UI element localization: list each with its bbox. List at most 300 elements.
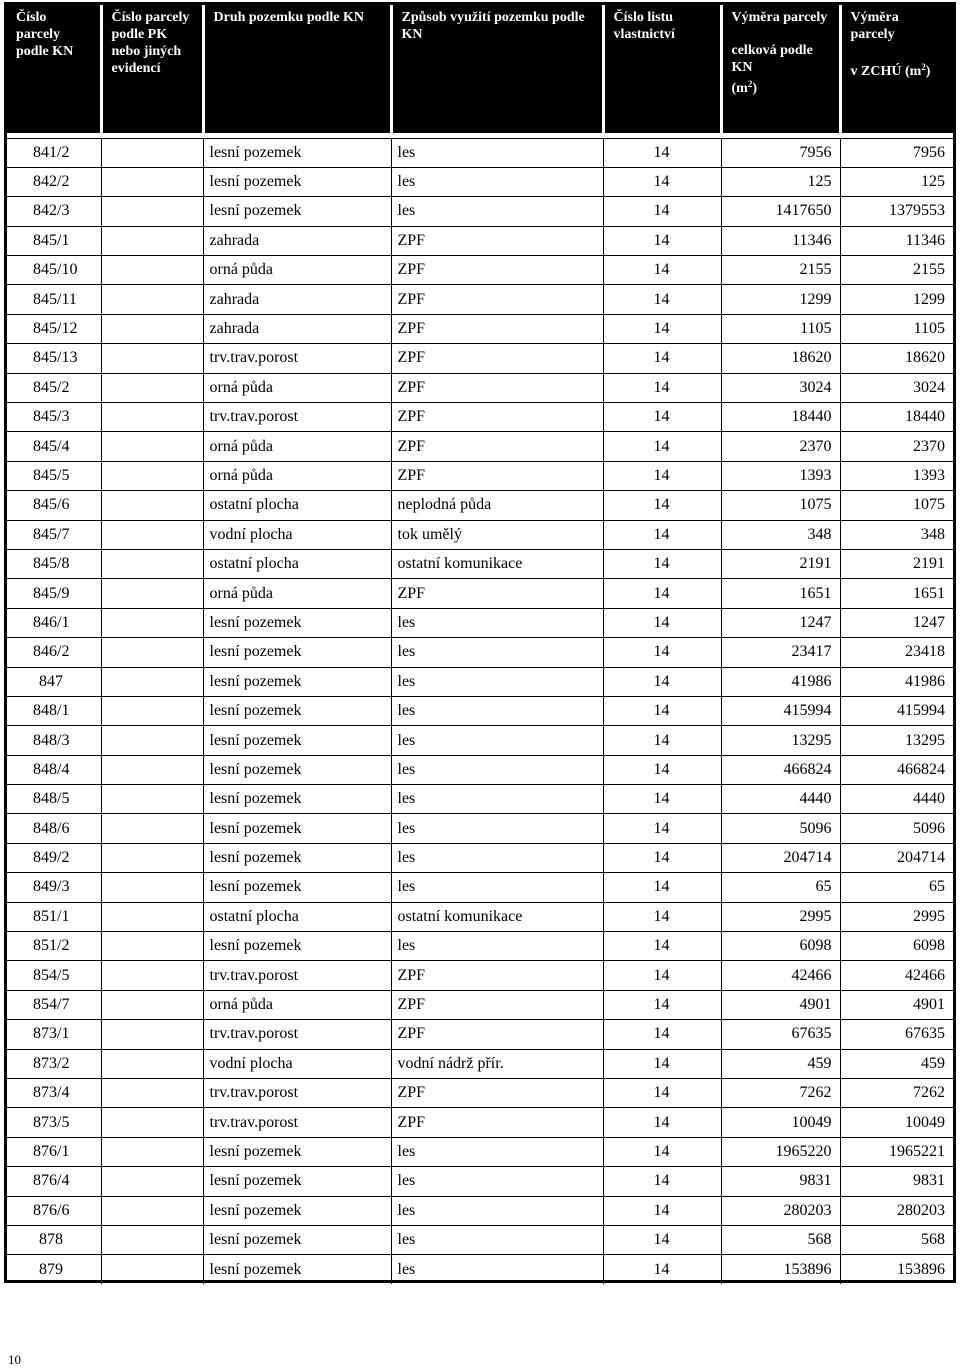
table-row <box>7 344 953 373</box>
cell-parcel-kn: 876/6 <box>7 1196 101 1225</box>
cell-zchu-area: 4440 <box>840 785 953 814</box>
table-row <box>7 1108 953 1137</box>
table-row <box>7 314 953 343</box>
cell-land-use: ZPF <box>391 256 603 285</box>
cell-ownership-sheet: 14 <box>603 961 721 990</box>
cell-ownership-sheet: 14 <box>603 520 721 549</box>
cell-parcel-pk <box>101 138 203 167</box>
table-row <box>7 1167 953 1196</box>
cell-parcel-kn: 873/1 <box>7 1020 101 1049</box>
cell-land-type: orná půda <box>203 990 391 1019</box>
cell-land-use: ZPF <box>391 226 603 255</box>
cell-parcel-pk <box>101 608 203 637</box>
cell-zchu-area: 459 <box>840 1049 953 1078</box>
header-zchu-area <box>840 5 953 133</box>
cell-land-use: les <box>391 843 603 872</box>
cell-land-type: vodní plocha <box>203 1049 391 1078</box>
cell-land-use: les <box>391 197 603 226</box>
cell-land-type: ostatní plocha <box>203 902 391 931</box>
table-row <box>7 285 953 314</box>
cell-total-area: 11346 <box>721 226 840 255</box>
cell-land-use: tok umělý <box>391 520 603 549</box>
table-body <box>7 133 953 1284</box>
cell-land-type: trv.trav.porost <box>203 961 391 990</box>
table-row <box>7 608 953 637</box>
cell-land-type: lesní pozemek <box>203 932 391 961</box>
cell-zchu-area: 1379553 <box>840 197 953 226</box>
cell-land-use: vodní nádrž přír. <box>391 1049 603 1078</box>
header-zchu-area-sup: 2 <box>921 62 926 72</box>
cell-land-type: ostatní plocha <box>203 491 391 520</box>
cell-ownership-sheet: 14 <box>603 1049 721 1078</box>
header-zchu-area-close: ) <box>925 64 931 79</box>
cell-parcel-pk <box>101 314 203 343</box>
cell-total-area: 13295 <box>721 726 840 755</box>
cell-parcel-kn: 845/8 <box>7 549 101 578</box>
cell-land-type: lesní pozemek <box>203 785 391 814</box>
cell-zchu-area: 1965221 <box>840 1137 953 1166</box>
cell-total-area: 1651 <box>721 579 840 608</box>
cell-parcel-pk <box>101 1020 203 1049</box>
cell-parcel-pk <box>101 1049 203 1078</box>
cell-total-area: 7956 <box>721 138 840 167</box>
cell-parcel-kn: 873/5 <box>7 1108 101 1137</box>
cell-land-use: les <box>391 667 603 696</box>
cell-ownership-sheet: 14 <box>603 814 721 843</box>
cell-total-area: 1105 <box>721 314 840 343</box>
cell-land-type: trv.trav.porost <box>203 1079 391 1108</box>
cell-parcel-pk <box>101 491 203 520</box>
cell-parcel-kn: 845/2 <box>7 373 101 402</box>
cell-parcel-pk <box>101 1255 203 1284</box>
cell-parcel-pk <box>101 1079 203 1108</box>
cell-zchu-area: 41986 <box>840 667 953 696</box>
cell-parcel-pk <box>101 873 203 902</box>
cell-parcel-pk <box>101 990 203 1019</box>
cell-total-area: 2995 <box>721 902 840 931</box>
cell-land-type: lesní pozemek <box>203 814 391 843</box>
table-row <box>7 1049 953 1078</box>
cell-total-area: 1393 <box>721 461 840 490</box>
cell-land-type: trv.trav.porost <box>203 403 391 432</box>
cell-parcel-kn: 845/11 <box>7 285 101 314</box>
cell-parcel-pk <box>101 520 203 549</box>
cell-zchu-area: 67635 <box>840 1020 953 1049</box>
cell-total-area: 7262 <box>721 1079 840 1108</box>
cell-total-area: 23417 <box>721 638 840 667</box>
cell-zchu-area: 466824 <box>840 755 953 784</box>
cell-parcel-kn: 873/2 <box>7 1049 101 1078</box>
cell-parcel-kn: 854/5 <box>7 961 101 990</box>
cell-parcel-pk <box>101 667 203 696</box>
cell-parcel-pk <box>101 1167 203 1196</box>
cell-parcel-pk <box>101 579 203 608</box>
cell-land-type: lesní pozemek <box>203 638 391 667</box>
cell-total-area: 9831 <box>721 1167 840 1196</box>
cell-parcel-kn: 842/2 <box>7 167 101 196</box>
cell-parcel-pk <box>101 256 203 285</box>
cell-land-use: les <box>391 785 603 814</box>
cell-total-area: 204714 <box>721 843 840 872</box>
table-row <box>7 696 953 725</box>
cell-ownership-sheet: 14 <box>603 1225 721 1254</box>
cell-land-type: lesní pozemek <box>203 873 391 902</box>
cell-land-use: ZPF <box>391 344 603 373</box>
cell-total-area: 2191 <box>721 549 840 578</box>
header-ownership-sheet: Číslo listu vlastnictví <box>603 5 721 133</box>
cell-zchu-area: 568 <box>840 1225 953 1254</box>
cell-land-use: ZPF <box>391 579 603 608</box>
cell-land-type: orná půda <box>203 256 391 285</box>
cell-ownership-sheet: 14 <box>603 138 721 167</box>
header-total-area-title: Výměra parcely <box>731 10 828 25</box>
cell-parcel-pk <box>101 1137 203 1166</box>
table-row <box>7 403 953 432</box>
cell-total-area: 125 <box>721 167 840 196</box>
cell-zchu-area: 2155 <box>840 256 953 285</box>
cell-total-area: 1247 <box>721 608 840 637</box>
cell-parcel-pk <box>101 932 203 961</box>
cell-parcel-pk <box>101 197 203 226</box>
cell-total-area: 415994 <box>721 696 840 725</box>
cell-land-type: ostatní plocha <box>203 549 391 578</box>
cell-zchu-area: 1393 <box>840 461 953 490</box>
table-row <box>7 873 953 902</box>
cell-land-use: les <box>391 1225 603 1254</box>
cell-land-type: orná půda <box>203 373 391 402</box>
cell-parcel-kn: 846/2 <box>7 638 101 667</box>
cell-parcel-kn: 876/1 <box>7 1137 101 1166</box>
cell-land-type: lesní pozemek <box>203 696 391 725</box>
cell-land-use: les <box>391 638 603 667</box>
cell-parcel-pk <box>101 344 203 373</box>
table-row <box>7 167 953 196</box>
parcel-table <box>7 5 953 1284</box>
cell-land-use: les <box>391 167 603 196</box>
table-row <box>7 197 953 226</box>
table-row <box>7 1020 953 1049</box>
cell-land-use: ZPF <box>391 1020 603 1049</box>
cell-total-area: 10049 <box>721 1108 840 1137</box>
cell-land-type: lesní pozemek <box>203 667 391 696</box>
cell-zchu-area: 1299 <box>840 285 953 314</box>
cell-parcel-kn: 845/4 <box>7 432 101 461</box>
cell-total-area: 348 <box>721 520 840 549</box>
table-row <box>7 814 953 843</box>
cell-total-area: 4440 <box>721 785 840 814</box>
cell-land-type: trv.trav.porost <box>203 344 391 373</box>
cell-ownership-sheet: 14 <box>603 491 721 520</box>
cell-land-type: lesní pozemek <box>203 1225 391 1254</box>
cell-zchu-area: 7262 <box>840 1079 953 1108</box>
cell-parcel-pk <box>101 843 203 872</box>
cell-parcel-pk <box>101 1196 203 1225</box>
cell-ownership-sheet: 14 <box>603 1108 721 1137</box>
cell-land-type: lesní pozemek <box>203 1196 391 1225</box>
cell-zchu-area: 153896 <box>897 1260 945 1278</box>
cell-parcel-kn: 849/3 <box>7 873 101 902</box>
cell-total-area: 466824 <box>721 755 840 784</box>
cell-parcel-kn: 845/1 <box>7 226 101 255</box>
cell-parcel-pk <box>101 1225 203 1254</box>
cell-parcel-kn: 842/3 <box>7 197 101 226</box>
cell-land-use: les <box>391 696 603 725</box>
cell-parcel-kn: 848/5 <box>7 785 101 814</box>
cell-land-type: lesní pozemek <box>203 843 391 872</box>
cell-zchu-area: 9831 <box>840 1167 953 1196</box>
cell-total-area: 280203 <box>721 1196 840 1225</box>
cell-total-area: 1417650 <box>721 197 840 226</box>
header-land-type: Druh pozemku podle KN <box>203 5 391 133</box>
cell-land-use: ZPF <box>391 285 603 314</box>
cell-land-use: ZPF <box>391 990 603 1019</box>
cell-ownership-sheet: 14 <box>603 403 721 432</box>
cell-parcel-kn: 846/1 <box>7 608 101 637</box>
table-row <box>7 785 953 814</box>
cell-ownership-sheet: 14 <box>603 579 721 608</box>
cell-ownership-sheet: 14 <box>603 314 721 343</box>
cell-parcel-pk <box>101 755 203 784</box>
cell-parcel-kn: 845/13 <box>7 344 101 373</box>
cell-zchu-area: 415994 <box>840 696 953 725</box>
cell-total-area: 459 <box>721 1049 840 1078</box>
cell-total-area: 5096 <box>721 814 840 843</box>
cell-parcel-kn: 845/12 <box>7 314 101 343</box>
cell-parcel-kn: 849/2 <box>7 843 101 872</box>
cell-land-type: lesní pozemek <box>203 608 391 637</box>
table-row <box>7 902 953 931</box>
cell-zchu-area: 5096 <box>840 814 953 843</box>
cell-ownership-sheet: 14 <box>603 197 721 226</box>
cell-parcel-kn: 845/9 <box>7 579 101 608</box>
cell-ownership-sheet: 14 <box>603 1020 721 1049</box>
cell-ownership-sheet: 14 <box>603 461 721 490</box>
cell-land-type: lesní pozemek <box>203 197 391 226</box>
cell-zchu-area: 13295 <box>840 726 953 755</box>
cell-parcel-pk <box>101 549 203 578</box>
cell-parcel-pk <box>101 373 203 402</box>
cell-land-type: vodní plocha <box>203 520 391 549</box>
table-row <box>7 520 953 549</box>
cell-ownership-sheet: 14 <box>603 638 721 667</box>
cell-ownership-sheet: 14 <box>603 696 721 725</box>
cell-land-use: ZPF <box>391 1108 603 1137</box>
cell-land-type: orná půda <box>203 461 391 490</box>
cell-total-area: 6098 <box>721 932 840 961</box>
cell-land-type: lesní pozemek <box>203 726 391 755</box>
page-number: 10 <box>8 1352 21 1367</box>
cell-parcel-kn: 851/2 <box>7 932 101 961</box>
table-row <box>7 990 953 1019</box>
cell-land-type: zahrada <box>203 285 391 314</box>
cell-parcel-pk <box>101 902 203 931</box>
cell-zchu-area: 1247 <box>840 608 953 637</box>
cell-parcel-pk <box>101 1108 203 1137</box>
cell-zchu-area: 10049 <box>840 1108 953 1137</box>
header-land-use: Způsob využití pozemku podle KN <box>391 5 603 133</box>
cell-zchu-area: 2191 <box>840 549 953 578</box>
cell-land-use: les <box>391 932 603 961</box>
cell-ownership-sheet: 14 <box>603 785 721 814</box>
cell-parcel-kn: 845/3 <box>7 403 101 432</box>
header-zchu-area-subtitle: v ZCHÚ (m <box>850 64 922 79</box>
cell-parcel-pk <box>101 961 203 990</box>
header-total-area-unit-close: ) <box>752 81 757 96</box>
cell-zchu-area: 23418 <box>840 638 953 667</box>
cell-land-use: les <box>391 608 603 637</box>
cell-land-use: ZPF <box>391 461 603 490</box>
cell-parcel-pk <box>101 461 203 490</box>
cell-total-area: 1075 <box>721 491 840 520</box>
table-row <box>7 755 953 784</box>
cell-zchu-area: 125 <box>840 167 953 196</box>
cell-parcel-kn: 876/4 <box>7 1167 101 1196</box>
cell-ownership-sheet: 14 <box>603 932 721 961</box>
cell-land-type: zahrada <box>203 314 391 343</box>
cell-ownership-sheet: 14 <box>603 285 721 314</box>
cell-land-use: ostatní komunikace <box>391 902 603 931</box>
cell-ownership-sheet: 14 <box>603 344 721 373</box>
cell-total-area: 3024 <box>721 373 840 402</box>
cell-land-use: les <box>391 873 603 902</box>
cell-total-area: 42466 <box>721 961 840 990</box>
cell-total-area: 153896 <box>721 1255 840 1284</box>
cell-parcel-kn: 851/1 <box>7 902 101 931</box>
table-row <box>7 1225 953 1254</box>
table-row <box>7 1079 953 1108</box>
cell-land-use: ZPF <box>391 373 603 402</box>
cell-parcel-pk <box>101 403 203 432</box>
cell-total-area: 67635 <box>721 1020 840 1049</box>
cell-ownership-sheet: 14 <box>603 432 721 461</box>
cell-ownership-sheet: 14 <box>603 902 721 931</box>
cell-ownership-sheet: 14 <box>603 726 721 755</box>
cell-ownership-sheet: 14 <box>603 256 721 285</box>
table-row <box>7 961 953 990</box>
cell-zchu-area: 42466 <box>840 961 953 990</box>
cell-parcel-kn: 845/7 <box>7 520 101 549</box>
header-parcel-kn: Číslo parcely podle KN <box>7 5 101 133</box>
header-zchu-area-title: Výměra parcely <box>850 10 899 42</box>
cell-parcel-kn: 841/2 <box>7 138 101 167</box>
table-row <box>7 461 953 490</box>
cell-zchu-area: 3024 <box>840 373 953 402</box>
cell-zchu-area: 1075 <box>840 491 953 520</box>
cell-land-type: trv.trav.porost <box>203 1020 391 1049</box>
cell-parcel-kn: 847 <box>7 667 101 696</box>
cell-land-use: ZPF <box>391 961 603 990</box>
cell-land-use: ZPF <box>391 1079 603 1108</box>
cell-parcel-pk <box>101 285 203 314</box>
cell-zchu-area: 280203 <box>840 1196 953 1225</box>
table-row <box>7 549 953 578</box>
cell-ownership-sheet: 14 <box>603 1255 721 1284</box>
table-row <box>7 667 953 696</box>
cell-parcel-kn: 845/10 <box>7 256 101 285</box>
cell-ownership-sheet: 14 <box>603 990 721 1019</box>
cell-parcel-kn: 854/7 <box>7 990 101 1019</box>
cell-ownership-sheet: 14 <box>603 549 721 578</box>
cell-parcel-kn: 879 <box>7 1255 101 1284</box>
cell-zchu-area: 1651 <box>840 579 953 608</box>
cell-parcel-pk <box>101 785 203 814</box>
cell-total-area: 41986 <box>721 667 840 696</box>
cell-land-use: les <box>391 1255 603 1284</box>
cell-total-area: 1965220 <box>721 1137 840 1166</box>
cell-parcel-kn: 873/4 <box>7 1079 101 1108</box>
cell-ownership-sheet: 14 <box>603 1079 721 1108</box>
cell-zchu-area: 18620 <box>840 344 953 373</box>
cell-parcel-pk <box>101 814 203 843</box>
cell-land-type: zahrada <box>203 226 391 255</box>
cell-land-use: les <box>391 755 603 784</box>
table-row <box>7 843 953 872</box>
cell-total-area: 4901 <box>721 990 840 1019</box>
cell-parcel-kn: 848/1 <box>7 696 101 725</box>
cell-ownership-sheet: 14 <box>603 167 721 196</box>
cell-ownership-sheet: 14 <box>603 226 721 255</box>
header-total-area-subtitle: celková podle KN <box>731 43 813 75</box>
table-row <box>7 1137 953 1166</box>
cell-total-area: 65 <box>721 873 840 902</box>
cell-parcel-kn: 878 <box>7 1225 101 1254</box>
cell-ownership-sheet: 14 <box>603 755 721 784</box>
cell-ownership-sheet: 14 <box>603 1137 721 1166</box>
cell-land-use: ZPF <box>391 432 603 461</box>
cell-ownership-sheet: 14 <box>603 667 721 696</box>
cell-parcel-pk <box>101 638 203 667</box>
cell-total-area: 568 <box>721 1225 840 1254</box>
cell-land-use: les <box>391 138 603 167</box>
cell-land-use: les <box>391 1167 603 1196</box>
cell-land-type: lesní pozemek <box>203 1167 391 1196</box>
cell-total-area: 18620 <box>721 344 840 373</box>
cell-land-type: lesní pozemek <box>203 755 391 784</box>
cell-land-type: orná půda <box>203 432 391 461</box>
cell-ownership-sheet: 14 <box>603 873 721 902</box>
cell-ownership-sheet: 14 <box>603 843 721 872</box>
cell-land-type: lesní pozemek <box>203 1137 391 1166</box>
cell-zchu-area: 18440 <box>840 403 953 432</box>
cell-zchu-area: 11346 <box>840 226 953 255</box>
table-row <box>7 579 953 608</box>
cell-land-use: ostatní komunikace <box>391 549 603 578</box>
parcel-table-frame <box>4 2 956 1283</box>
cell-land-type: orná půda <box>203 579 391 608</box>
cell-zchu-area: 2995 <box>840 902 953 931</box>
cell-total-area: 2155 <box>721 256 840 285</box>
cell-parcel-kn: 848/4 <box>7 755 101 784</box>
table-row <box>7 638 953 667</box>
table-header <box>7 5 953 133</box>
table-row <box>7 432 953 461</box>
table-row <box>7 138 953 167</box>
cell-zchu-area: 7956 <box>840 138 953 167</box>
cell-parcel-kn: 848/6 <box>7 814 101 843</box>
cell-parcel-pk <box>101 696 203 725</box>
cell-parcel-pk <box>101 432 203 461</box>
cell-zchu-area: 4901 <box>840 990 953 1019</box>
cell-land-use: ZPF <box>391 314 603 343</box>
table-row <box>7 373 953 402</box>
cell-land-use: les <box>391 726 603 755</box>
table-row <box>7 1196 953 1225</box>
header-total-area <box>721 5 840 133</box>
cell-land-use: ZPF <box>391 403 603 432</box>
cell-parcel-pk <box>101 226 203 255</box>
cell-land-use: neplodná půda <box>391 491 603 520</box>
table-row <box>7 932 953 961</box>
